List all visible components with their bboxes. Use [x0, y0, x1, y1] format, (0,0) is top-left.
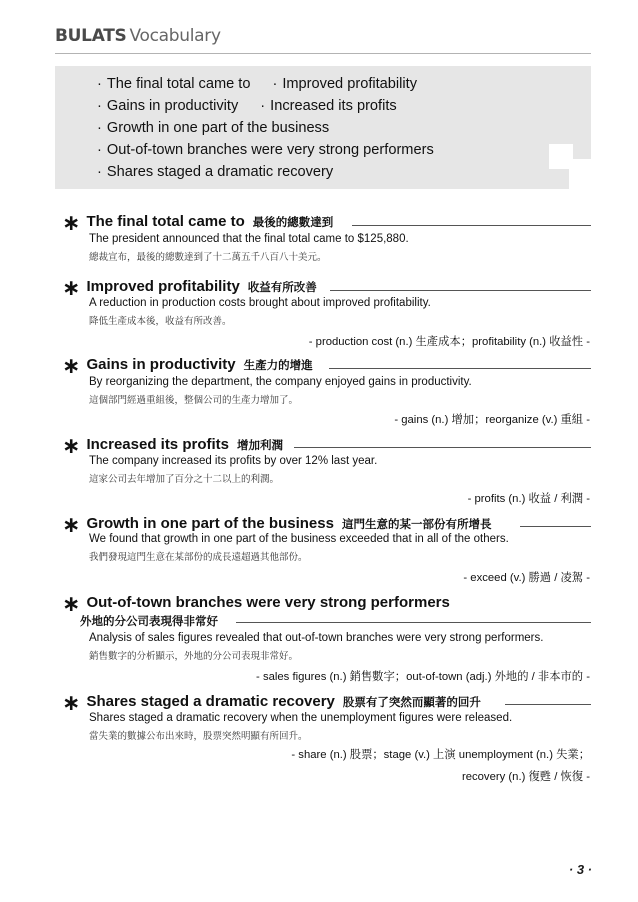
example-zh: 降低生產成本後，收益有所改善。 [89, 316, 232, 327]
example-zh: 當失業的數據公布出來時，股票突然明顯有所回升。 [89, 731, 308, 742]
entry-rule [330, 290, 591, 291]
asterisk-icon: ∗ [62, 690, 81, 715]
entry-term: Shares staged a dramatic recovery [86, 693, 335, 710]
entry-title [62, 686, 481, 715]
vocab-note: - production cost (n.) 生產成本；profitability (n.) 收益性 - [308, 336, 590, 348]
entry-term-zh: 股票有了突然而顯著的回升 [342, 697, 481, 709]
example-en: Shares staged a dramatic recovery when the unemployment figures were released. [89, 712, 513, 724]
entry-rule [520, 526, 591, 527]
asterisk-icon: ∗ [62, 591, 81, 616]
summary-item: Growth in one part of the business [106, 120, 330, 136]
example-zh: 我們發現這門生意在某部份的成長遠超過其他部份。 [89, 552, 308, 563]
summary-item: The final total came to [106, 76, 251, 92]
entry-rule [352, 225, 591, 226]
vocab-note: - sales figures (n.) 銷售數字；out-of-town (adj.) 外地的 / 非本市的 - [256, 671, 590, 683]
example-zh: 總裁宣布，最後的總數達到了十二萬五千八百八十美元。 [89, 252, 327, 263]
entry-title [62, 587, 450, 616]
entry-term: Out-of-town branches were very strong performers [86, 594, 450, 611]
example-zh: 這個部門經過重組後，整個公司的生產力增加了。 [89, 395, 299, 406]
vocab-note: - gains (n.) 增加；reorganize (v.) 重組 - [394, 414, 590, 426]
entry-term: The final total came to [86, 213, 245, 230]
example-zh: 銷售數字的分析顯示，外地的分公司表現非常好。 [89, 651, 299, 662]
summary-row: · Out-of-town branches were very strong performers [97, 142, 434, 158]
summary-box [55, 66, 591, 189]
entry-rule [294, 447, 591, 448]
entry-term-zh: 這門生意的某一部份有所增長 [341, 519, 492, 531]
asterisk-icon: ∗ [62, 512, 81, 537]
entry-term-zh: 最後的總數達到 [252, 217, 334, 229]
entry-term: Improved profitability [86, 278, 240, 295]
example-en: The company increased its profits by over 12% last year. [89, 455, 378, 467]
page-header [55, 26, 591, 54]
vocab-note: - exceed (v.) 勝過 / 凌駕 - [463, 572, 590, 584]
entry-term: Growth in one part of the business [86, 515, 334, 532]
brand-bold: BULATS [55, 26, 127, 46]
entry-term-zh: 增加利潤 [236, 440, 283, 452]
example-en: A reduction in production costs brought about improved profitability. [89, 297, 431, 309]
entry-term-zh: 收益有所改善 [247, 282, 317, 294]
summary-row: · Shares staged a dramatic recovery [97, 164, 334, 180]
entry-term: Increased its profits [86, 436, 229, 453]
summary-item: Increased its profits [270, 98, 397, 114]
example-en: We found that growth in one part of the business exceeded that in all of the others. [89, 533, 509, 545]
asterisk-icon: ∗ [62, 353, 81, 378]
example-en: Analysis of sales figures revealed that out-of-town branches were very strong performers. [89, 632, 544, 644]
entry-term-zh: 生產力的增進 [243, 360, 313, 372]
entry-rule [329, 368, 591, 369]
example-en: The president announced that the final total came to $125,880. [89, 233, 409, 245]
entry-title [62, 508, 492, 537]
entry-term-zh: 外地的分公司表現得非常好 [80, 616, 218, 628]
brand-light: Vocabulary [129, 26, 221, 46]
summary-row: · Gains in productivity · Increased its profits [97, 98, 397, 114]
summary-item: Out-of-town branches were very strong performers [106, 142, 434, 158]
vocab-note: - profits (n.) 收益 / 利潤 - [467, 493, 590, 505]
entry-title [62, 206, 334, 235]
summary-corner-decoration [569, 159, 591, 189]
entry-rule [236, 622, 591, 623]
entry-title [62, 271, 317, 300]
entry-title [62, 429, 283, 458]
summary-row: · The final total came to · Improved profitability [97, 76, 417, 92]
page-number: · 3 · [568, 862, 592, 877]
entry-term: Gains in productivity [86, 356, 236, 373]
entry-rule [505, 704, 591, 705]
vocab-note: - share (n.) 股票；stage (v.) 上演 unemployment (n.) 失業； [291, 749, 590, 761]
summary-item: Gains in productivity [106, 98, 239, 114]
entry-title [62, 349, 313, 378]
summary-row: · Growth in one part of the business [97, 120, 330, 136]
example-en: By reorganizing the department, the company enjoyed gains in productivity. [89, 376, 472, 388]
example-zh: 這家公司去年增加了百分之十二以上的利潤。 [89, 474, 280, 485]
asterisk-icon: ∗ [62, 275, 81, 300]
asterisk-icon: ∗ [62, 433, 81, 458]
summary-item: Shares staged a dramatic recovery [106, 164, 334, 180]
asterisk-icon: ∗ [62, 210, 81, 235]
header-brand [55, 26, 591, 46]
vocab-note: recovery (n.) 復甦 / 恢復 - [461, 771, 590, 783]
summary-item: Improved profitability [282, 76, 417, 92]
